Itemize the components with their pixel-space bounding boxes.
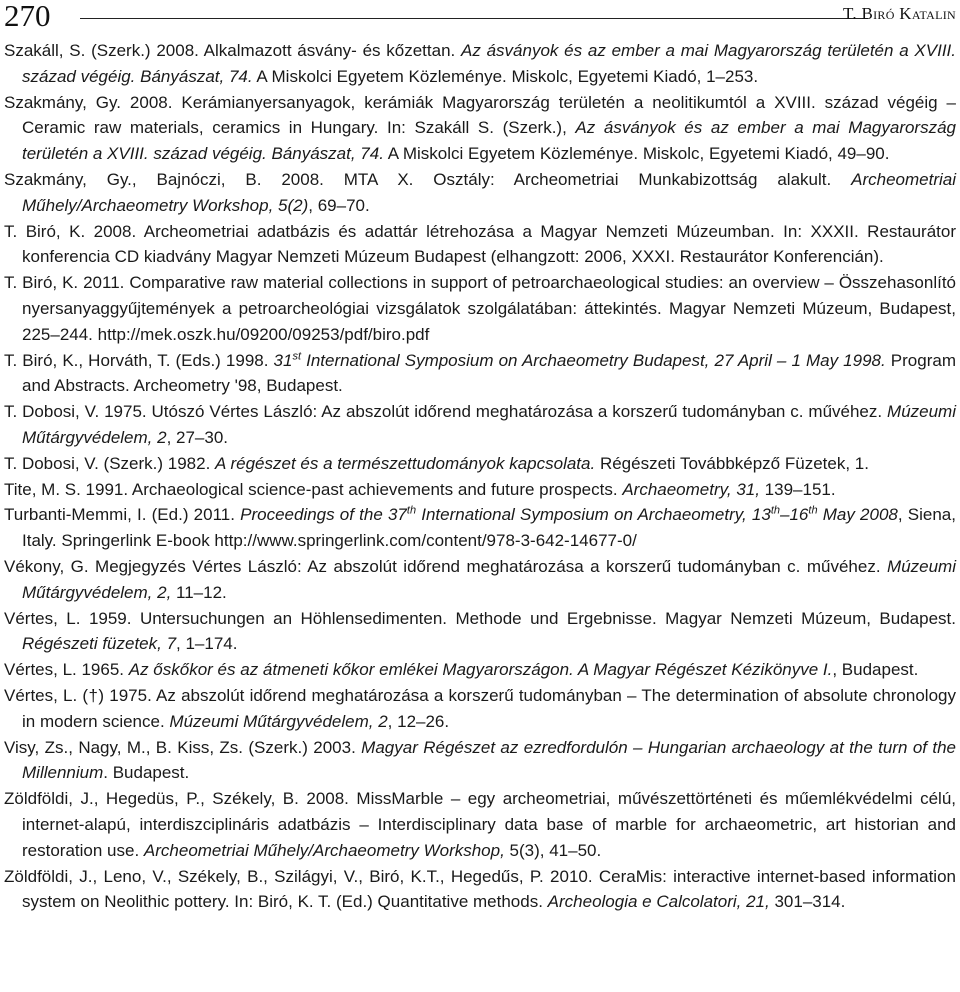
reference-text: . Budapest. bbox=[103, 763, 190, 783]
superscript: th bbox=[808, 504, 818, 517]
reference-text: T. Biró, K., Horváth, T. (Eds.) 1998. bbox=[4, 350, 274, 370]
reference-title-italic: Archaeometry, 31, bbox=[622, 479, 760, 499]
reference-entry bbox=[4, 502, 956, 554]
reference-entry bbox=[4, 657, 956, 683]
reference-entry bbox=[4, 38, 956, 90]
reference-entry bbox=[4, 90, 956, 167]
reference-text: Vértes, L. 1965. bbox=[4, 660, 129, 680]
reference-text: Régészeti Továbbképző Füzetek, 1. bbox=[595, 453, 869, 473]
reference-text: Tite, M. S. 1991. Archaeological science-past achievements and future prospects. bbox=[4, 479, 623, 499]
reference-title-italic: Archeometriai Műhely/Archaeometry Workshop, bbox=[143, 840, 505, 860]
reference-title-italic: Régészeti füzetek, 7 bbox=[22, 634, 177, 654]
reference-title-italic: International Symposium on Archaeometry, 13 bbox=[416, 505, 771, 525]
reference-title-italic: Múzeumi Műtárgyvédelem, 2 bbox=[169, 711, 388, 731]
reference-title-italic: Proceedings of the 37 bbox=[240, 505, 407, 525]
reference-text: , 27–30. bbox=[166, 427, 229, 447]
reference-text: T. Dobosi, V. (Szerk.) 1982. bbox=[4, 453, 216, 473]
reference-text: Szakmány, Gy., Bajnóczi, B. 2008. MTA X. Osztály: Archeometriai Munkabizottság alakult. bbox=[4, 169, 852, 189]
reference-text: 5(3), 41–50. bbox=[504, 840, 602, 860]
reference-title-italic: Az ásványok és az ember a mai Magyarország területén a XVIII. század végéig. Bányászat, 74. bbox=[22, 118, 957, 164]
reference-title-italic: Az ásványok és az ember a mai Magyarország területén a XVIII. század végéig. Bányászat, 74. bbox=[22, 41, 956, 86]
reference-text: , Siena, Italy. Springerlink E-book http://www.springerlink.com/content/978-3-642-14677-0/ bbox=[22, 505, 956, 551]
reference-entry bbox=[4, 864, 956, 916]
reference-entry bbox=[4, 348, 956, 400]
reference-entry bbox=[4, 606, 956, 658]
reference-entry bbox=[4, 786, 956, 863]
reference-text: Vértes, L. (†) 1975. Az abszolút időrend meghatározása a korszerű tudományban – The determination of absolute chronology in modern science. bbox=[4, 685, 956, 731]
reference-entry bbox=[4, 735, 956, 787]
reference-entry bbox=[4, 451, 956, 477]
reference-entry bbox=[4, 270, 956, 347]
reference-text: Turbanti-Memmi, I. (Ed.) 2011. bbox=[4, 505, 241, 525]
page-header bbox=[0, 0, 960, 36]
reference-text: Zöldföldi, J., Hegedüs, P., Székely, B. 2008. MissMarble – egy archeometriai, művészettörténeti és műemlékvédelmi célú, internet-alapú, interdiszciplináris adatbázis – Interdisciplinary data base of marble for archaeometric, art historian and restoration use. bbox=[4, 789, 956, 860]
reference-text: 139–151. bbox=[759, 479, 836, 499]
reference-text: , 1–174. bbox=[176, 634, 238, 654]
reference-title-italic: Archeometriai Műhely/Archaeometry Workshop, 5(2) bbox=[22, 169, 956, 215]
reference-entry bbox=[4, 683, 956, 735]
reference-title-italic: A régészet és a természettudományok kapcsolata. bbox=[215, 453, 596, 473]
reference-text: 11–12. bbox=[171, 582, 227, 602]
reference-title-italic: Magyar Régészet az ezredfordulón – Hungarian archaeology at the turn of the Millennium bbox=[22, 737, 956, 783]
reference-text: Program and Abstracts. Archeometry '98, Budapest. bbox=[22, 350, 956, 396]
reference-entry bbox=[4, 167, 956, 219]
reference-text: A Miskolci Egyetem Közleménye. Miskolc, Egyetemi Kiadó, 49–90. bbox=[383, 144, 890, 164]
reference-title-italic: –16 bbox=[780, 505, 809, 525]
reference-entry bbox=[4, 477, 956, 503]
reference-title-italic: 31 bbox=[273, 350, 293, 370]
reference-text: T. Dobosi, V. 1975. Utószó Vértes László: Az abszolút időrend meghatározása a korszerű tudományban c. művéhez. bbox=[4, 402, 888, 422]
reference-text: A Miskolci Egyetem Közleménye. Miskolc, Egyetemi Kiadó, 1–253. bbox=[252, 66, 759, 86]
reference-text: Szakmány, Gy. 2008. Kerámianyersanyagok, kerámiák Magyarország területén a neolitikumtól a XVIII. század végéig – Ceramic raw materials, ceramics in Hungary. In: Szakáll S. (Szerk.), bbox=[4, 92, 956, 138]
header-rule bbox=[80, 18, 868, 19]
reference-title-italic: May 2008 bbox=[817, 505, 898, 525]
superscript: th bbox=[770, 504, 781, 517]
page-number: 270 bbox=[4, 0, 51, 33]
reference-title-italic: Az őskőkor és az átmeneti kőkor emlékei Magyarországon. A Magyar Régészet Kézikönyve I. bbox=[128, 660, 833, 680]
reference-entry bbox=[4, 399, 956, 451]
reference-title-italic: International Symposium on Archaeometry Budapest, 27 April – 1 May 1998. bbox=[301, 350, 886, 370]
reference-text: , 69–70. bbox=[308, 195, 370, 215]
reference-text: , 12–26. bbox=[387, 711, 450, 731]
running-head: T. Biró Katalin bbox=[842, 4, 956, 23]
reference-entry bbox=[4, 219, 956, 271]
reference-entry bbox=[4, 554, 956, 606]
superscript: st bbox=[292, 349, 302, 362]
reference-text: Vékony, G. Megjegyzés Vértes László: Az abszolút időrend meghatározása a korszerű tudományban c. művéhez. bbox=[4, 556, 888, 576]
reference-text: T. Biró, K. 2008. Archeometriai adatbázis és adattár létrehozása a Magyar Nemzeti Múzeumban. In: XXXII. Restaurátor konferencia CD kiadvány Magyar Nemzeti Múzeum Budapest (elhangzott: 2006, XXXI. Restaurátor Konferencián). bbox=[4, 221, 956, 267]
superscript: th bbox=[406, 504, 417, 517]
reference-title-italic: Múzeumi Műtárgyvédelem, 2, bbox=[22, 556, 956, 602]
reference-text: Szakáll, S. (Szerk.) 2008. Alkalmazott ásvány- és kőzettan. bbox=[4, 41, 462, 60]
reference-text: Visy, Zs., Nagy, M., B. Kiss, Zs. (Szerk.) 2003. bbox=[4, 737, 362, 757]
reference-text: Vértes, L. 1959. Untersuchungen an Höhlensedimenten. Methode und Ergebnisse. Magyar Nemzeti Múzeum, Budapest. bbox=[4, 608, 956, 628]
reference-text: Zöldföldi, J., Leno, V., Székely, B., Szilágyi, V., Biró, K.T., Hegedűs, P. 2010. CeraMis: interactive internet-based information system on Neolithic pottery. In: Biró, K. T. (Ed.) Quantitative methods. bbox=[4, 866, 956, 912]
reference-text: T. Biró, K. 2011. Comparative raw material collections in support of petroarchaeological studies: an overview – Összehasonlító nyersanyaggyűjtemények a petroarcheológiai vizsgálatok szolgálatában: áttekintés. Magyar Nemzeti Múzeum, Budapest, 225–244. http://mek.oszk.hu/09200/09253/pdf/biro.pdf bbox=[4, 273, 956, 344]
reference-title-italic: Archeologia e Calcolatori, 21, bbox=[547, 892, 770, 912]
reference-title-italic: Múzeumi Műtárgyvédelem, 2 bbox=[22, 402, 956, 447]
reference-text: , Budapest. bbox=[832, 660, 919, 680]
reference-text: 301–314. bbox=[769, 892, 846, 912]
reference-list bbox=[4, 38, 956, 915]
